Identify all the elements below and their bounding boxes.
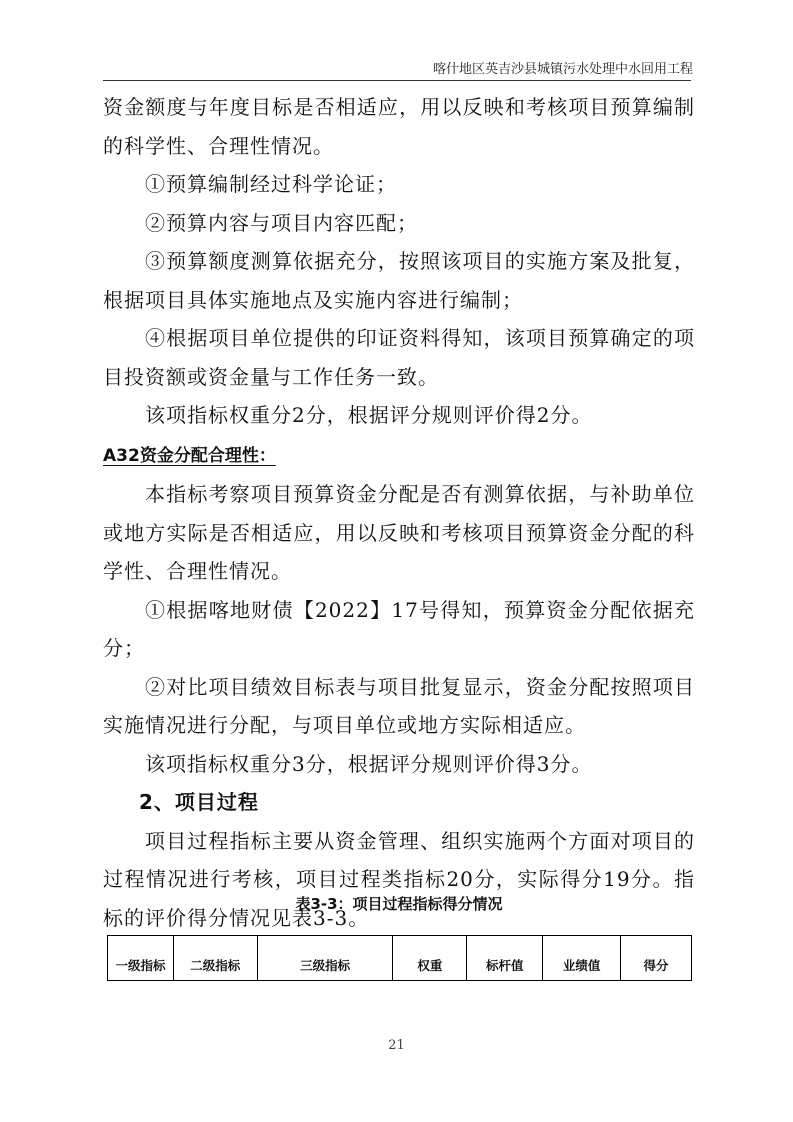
paragraph: ②对比项目绩效目标表与项目批复显示，资金分配按照项目实施情况进行分配，与项目单位或地方实际相适应。 [103, 674, 695, 737]
paragraph: 本指标考察项目预算资金分配是否有测算依据，与补助单位或地方实际是否相适应，用以反映和考核项目预算资金分配的科学性、合理性情况。 [103, 482, 695, 583]
section-title: 2、项目过程 [139, 790, 259, 814]
table-header-row [108, 936, 692, 981]
paragraph: 该项指标权重分3分，根据评分规则评价得3分。 [145, 751, 593, 776]
header-rule [103, 80, 691, 81]
paragraph: ①根据喀地财债【2022】17号得知，预算资金分配依据充分； [103, 597, 695, 660]
paragraph: ②预算内容与项目内容匹配； [145, 210, 418, 235]
table-header-cell: 权重 [393, 936, 467, 981]
paragraph: 项目过程指标主要从资金管理、组织实施两个方面对项目的过程情况进行考核，项目过程类指标20分，实际得分19分。指标的评价得分情况见表3-3。 [103, 828, 695, 930]
table-header-cell: 三级指标 [257, 936, 393, 981]
paragraph: 资金额度与年度目标是否相适应，用以反映和考核项目预算编制的科学性、合理性情况。 [103, 95, 695, 158]
running-header: 喀什地区英吉沙县城镇污水处理中水回用工程 [432, 62, 693, 77]
page-number: 21 [388, 1038, 405, 1053]
paragraph: 该项指标权重分2分，根据评分规则评价得2分。 [145, 403, 593, 427]
paragraph: ③预算额度测算依据充分，按照该项目的实施方案及批复，根据项目具体实施地点及实施内容进行编制； [103, 249, 695, 312]
table-header-cell: 标杆值 [467, 936, 543, 981]
paragraph: ①预算编制经过科学论证； [145, 172, 397, 196]
subheading-a32: A32资金分配合理性： [103, 445, 276, 466]
paragraph: ④根据项目单位提供的印证资料得知，该项目预算确定的项目投资额或资金量与工作任务一致。 [103, 326, 695, 389]
table-header-cell: 得分 [621, 936, 692, 981]
metrics-table [107, 935, 692, 981]
table-caption: 表3-3：项目过程指标得分情况 [295, 895, 503, 913]
table-header-cell: 业绩值 [543, 936, 621, 981]
table-header-cell: 二级指标 [173, 936, 257, 981]
subheading-line [103, 435, 695, 476]
table-header-cell: 一级指标 [108, 936, 174, 981]
document-body [103, 88, 695, 937]
